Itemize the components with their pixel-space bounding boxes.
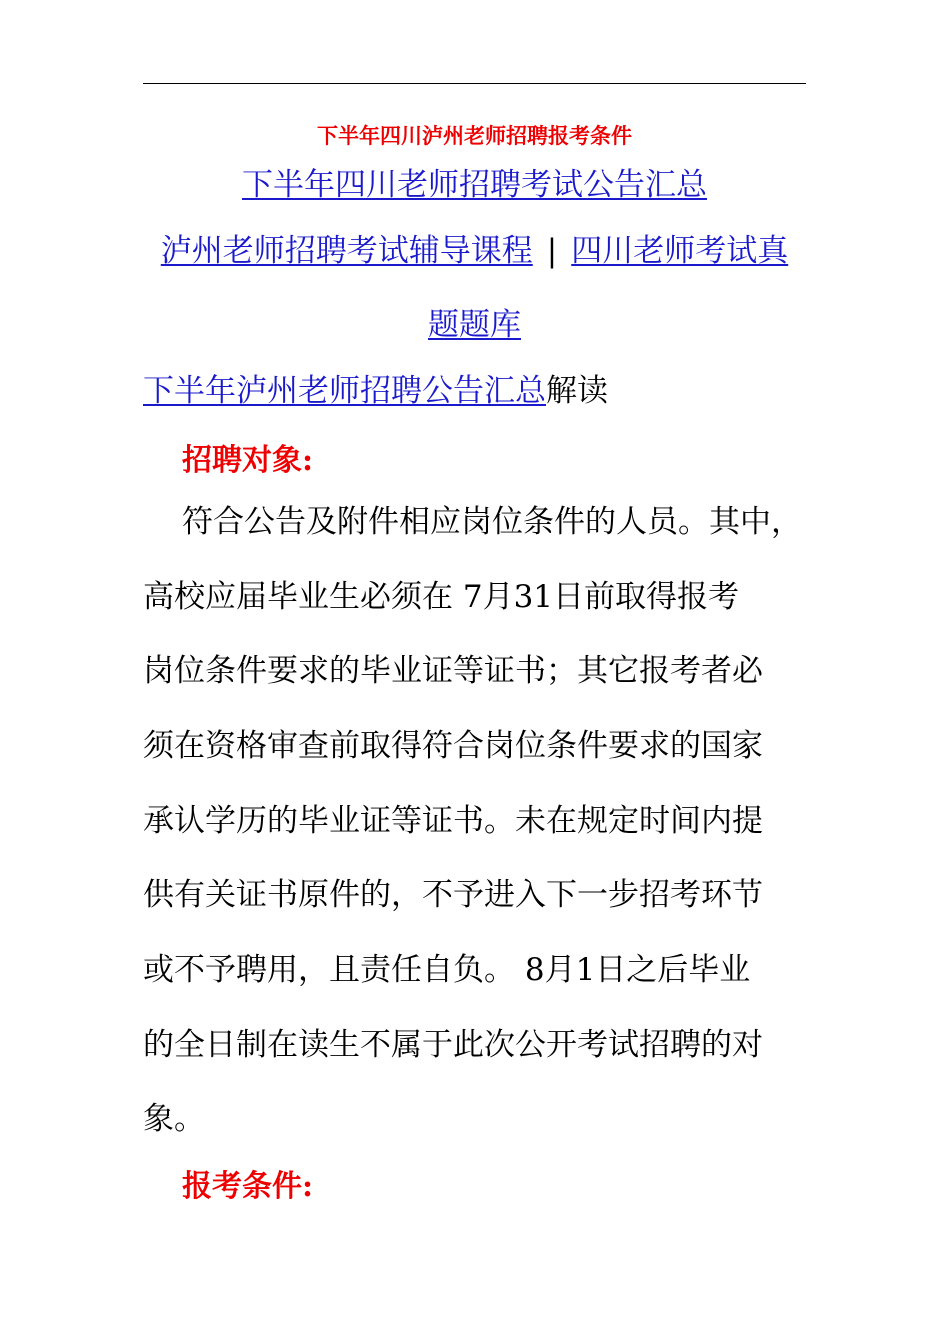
conditions-heading: 报考条件: bbox=[182, 1169, 314, 1204]
resource-links-row bbox=[143, 233, 806, 269]
exam-bank-link-row-2 bbox=[143, 307, 806, 343]
paragraph-line: 的全日制在读生不属于此次公开考试招聘的对 bbox=[143, 1027, 763, 1063]
luzhou-announcement-row bbox=[143, 373, 608, 409]
paragraph-line: 高校应届毕业生必须在 7月31日前取得报考 bbox=[143, 579, 740, 615]
luzhou-announcement-link[interactable]: 下半年泸州老师招聘公告汇总 bbox=[143, 373, 546, 409]
paragraph-line: 或不予聘用，且责任自负。 8月1日之后毕业 bbox=[143, 952, 751, 988]
link-separator: | bbox=[546, 233, 558, 269]
announcement-link-row bbox=[143, 167, 806, 203]
announcement-summary-link[interactable]: 下半年四川老师招聘考试公告汇总 bbox=[242, 167, 707, 203]
interpretation-label: 解读 bbox=[546, 373, 608, 409]
paragraph-line: 承认学历的毕业证等证书。未在规定时间内提 bbox=[143, 803, 763, 839]
exam-bank-link-part1[interactable]: 四川老师考试真 bbox=[571, 233, 789, 269]
recruit-target-heading: 招聘对象: bbox=[182, 443, 314, 478]
exam-bank-link-part2[interactable]: 题题库 bbox=[428, 307, 521, 343]
paragraph-line: 象。 bbox=[143, 1101, 205, 1137]
paragraph-line: 符合公告及附件相应岗位条件的人员。其中， bbox=[182, 504, 802, 540]
paragraph-line: 岗位条件要求的毕业证等证书；其它报考者必 bbox=[143, 653, 763, 689]
page-subtitle: 下半年四川泸州老师招聘报考条件 bbox=[317, 123, 632, 148]
paragraph-line: 供有关证书原件的，不予进入下一步招考环节 bbox=[143, 877, 763, 913]
paragraph-line: 须在资格审查前取得符合岗位条件要求的国家 bbox=[143, 728, 763, 764]
tutoring-course-link[interactable]: 泸州老师招聘考试辅导课程 bbox=[160, 233, 533, 269]
header-rule bbox=[143, 83, 806, 84]
